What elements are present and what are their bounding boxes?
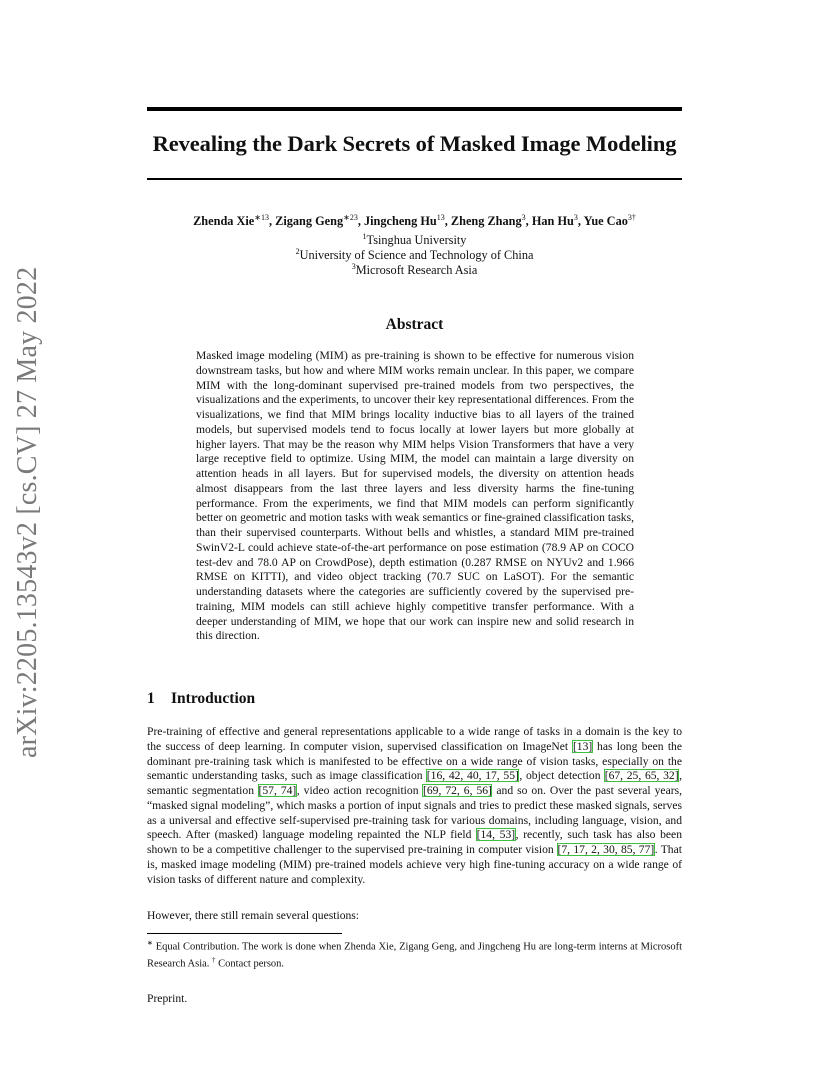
title-top-rule bbox=[147, 107, 682, 111]
author: Zhenda Xie bbox=[193, 214, 255, 229]
affiliation-sup: 2 bbox=[295, 247, 300, 256]
arxiv-stamp: arXiv:2205.13543v2 [cs.CV] 27 May 2022 bbox=[12, 266, 43, 758]
affiliation-name: Tsinghua University bbox=[366, 233, 467, 248]
affiliation bbox=[147, 262, 682, 278]
author-sup: 13 bbox=[436, 213, 445, 222]
footnote-rule bbox=[147, 933, 342, 934]
citation-link[interactable]: [69, 72, 6, 56] bbox=[422, 784, 492, 797]
author-sup: 3 bbox=[521, 213, 526, 222]
author: Zigang Geng bbox=[275, 214, 344, 229]
affiliation-name: University of Science and Technology of China bbox=[299, 248, 534, 263]
author: Yue Cao bbox=[583, 214, 628, 229]
citation-link[interactable]: [14, 53] bbox=[476, 828, 516, 842]
abstract-heading: Abstract bbox=[385, 316, 444, 333]
affiliation-sup: 3 bbox=[351, 262, 356, 271]
footnote: ∗ Equal Contribution. The work is done when Zhenda Xie, Zigang Geng, and Jingcheng Hu are long-term interns at Microsoft Research Asia. † Contact person. bbox=[147, 939, 682, 970]
intro-paragraph-2: However, there still remain several questions: bbox=[147, 909, 360, 922]
affiliation bbox=[147, 232, 682, 248]
citation-link[interactable]: [67, 25, 65, 32] bbox=[604, 769, 679, 783]
author-sup: ∗23 bbox=[343, 213, 358, 222]
citation-link[interactable]: [7, 17, 2, 30, 85, 77] bbox=[557, 843, 655, 856]
title-bottom-rule bbox=[147, 178, 682, 180]
author: Han Hu bbox=[531, 214, 574, 229]
citation-link[interactable]: [57, 74] bbox=[258, 784, 297, 797]
abstract-text: Masked image modeling (MIM) as pre-training is shown to be effective for numerous vision downstream tasks, but how and where MIM works remain unclear. In this paper, we compare MIM with the long-dominant supervised pre-trained models from two perspectives, the visualizations and the experiments, to uncover their key representational differences. From the visualizations, we find that MIM brings locality inductive bias to all layers of the trained models, but supervised models tend to focus locally at lower layers but more globally at higher layers. That may be the reason why MIM helps Vision Transformers that have a very large receptive field to optimize. Using MIM, the model can maintain a large diversity on attention heads in all layers. But for supervised models, the diversity on attention heads almost disappears from the last three layers and less diversity harms the fine-tuning performance. From the experiments, we find that MIM models can perform significantly better on geometric and motion tasks with weak semantics or fine-grained classification tasks, than their supervised counterparts. Without bells and whistles, a standard MIM pre-trained SwinV2-L could achieve state-of-the-art performance on pose estimation (78.9 AP on COCO test-dev and 78.0 AP on CrowdPose), depth estimation (0.287 RMSE on NYUv2 and 1.966 RMSE on KITTI), and video object tracking (70.7 SUC on LaSOT). For the semantic understanding datasets where the categories are sufficiently covered by the supervised pre-training, MIM models can still achieve highly competitive transfer performance. With a deeper understanding of MIM, we hope that our work can inspire new and solid research in this direction. bbox=[196, 349, 634, 643]
citation-link[interactable]: [16, 42, 40, 17, 55] bbox=[426, 769, 519, 783]
author: Zheng Zhang bbox=[450, 214, 522, 229]
affiliation bbox=[147, 247, 682, 263]
author-sup: 3† bbox=[627, 213, 636, 222]
section-heading bbox=[147, 690, 255, 708]
author: Jingcheng Hu bbox=[363, 214, 437, 229]
citation-link[interactable]: [13] bbox=[572, 739, 593, 753]
footer-preprint: Preprint. bbox=[147, 992, 188, 1005]
author-sup: ∗13 bbox=[254, 213, 269, 222]
author-sup: 3 bbox=[573, 213, 578, 222]
section-number: 1 bbox=[147, 690, 155, 707]
section-title: Introduction bbox=[171, 690, 256, 707]
author-list: Zhenda Xie$^{∗13}$, Zigang Geng$^{∗23}$, Jingcheng Hu$^{13}$, Zheng Zhang$^3$, Han Hu$^3$, Yue Cao$^{3\dagger}$ bbox=[193, 213, 636, 229]
paper-title: Revealing the Dark Secrets of Masked Image Modeling bbox=[152, 131, 677, 156]
affiliation-sup: 1 bbox=[362, 232, 367, 241]
intro-paragraph: Pre-training of effective and general representations applicable to a wide range of tasks in a domain is the key to the success of deep learning. In computer vision, supervised classification on ImageNet [13] has long been the dominant pre-training task which is manifested to be effective on a wide range of vision tasks, especially on the semantic understanding tasks, such as image classification [16, 42, 40, 17, 55], object detection [67, 25, 65, 32], semantic segmentation [57, 74], video action recognition [69, 72, 6, 56] and so on. Over the past several years, “masked signal modeling”, which masks a portion of input signals and tries to predict these masked signals, serves as a universal and effective self-supervised pre-training task for various domains, including language, vision, and speech. After (masked) language modeling repainted the NLP field [14, 53], recently, such task has also been shown to be a competitive challenger to the supervised pre-training in computer vision [7, 17, 2, 30, 85, 77]. That is, masked image modeling (MIM) pre-trained models achieve very high fine-tuning accuracy on a wide range of vision tasks of different nature and complexity. bbox=[147, 725, 682, 886]
affiliation-name: Microsoft Research Asia bbox=[355, 263, 478, 278]
